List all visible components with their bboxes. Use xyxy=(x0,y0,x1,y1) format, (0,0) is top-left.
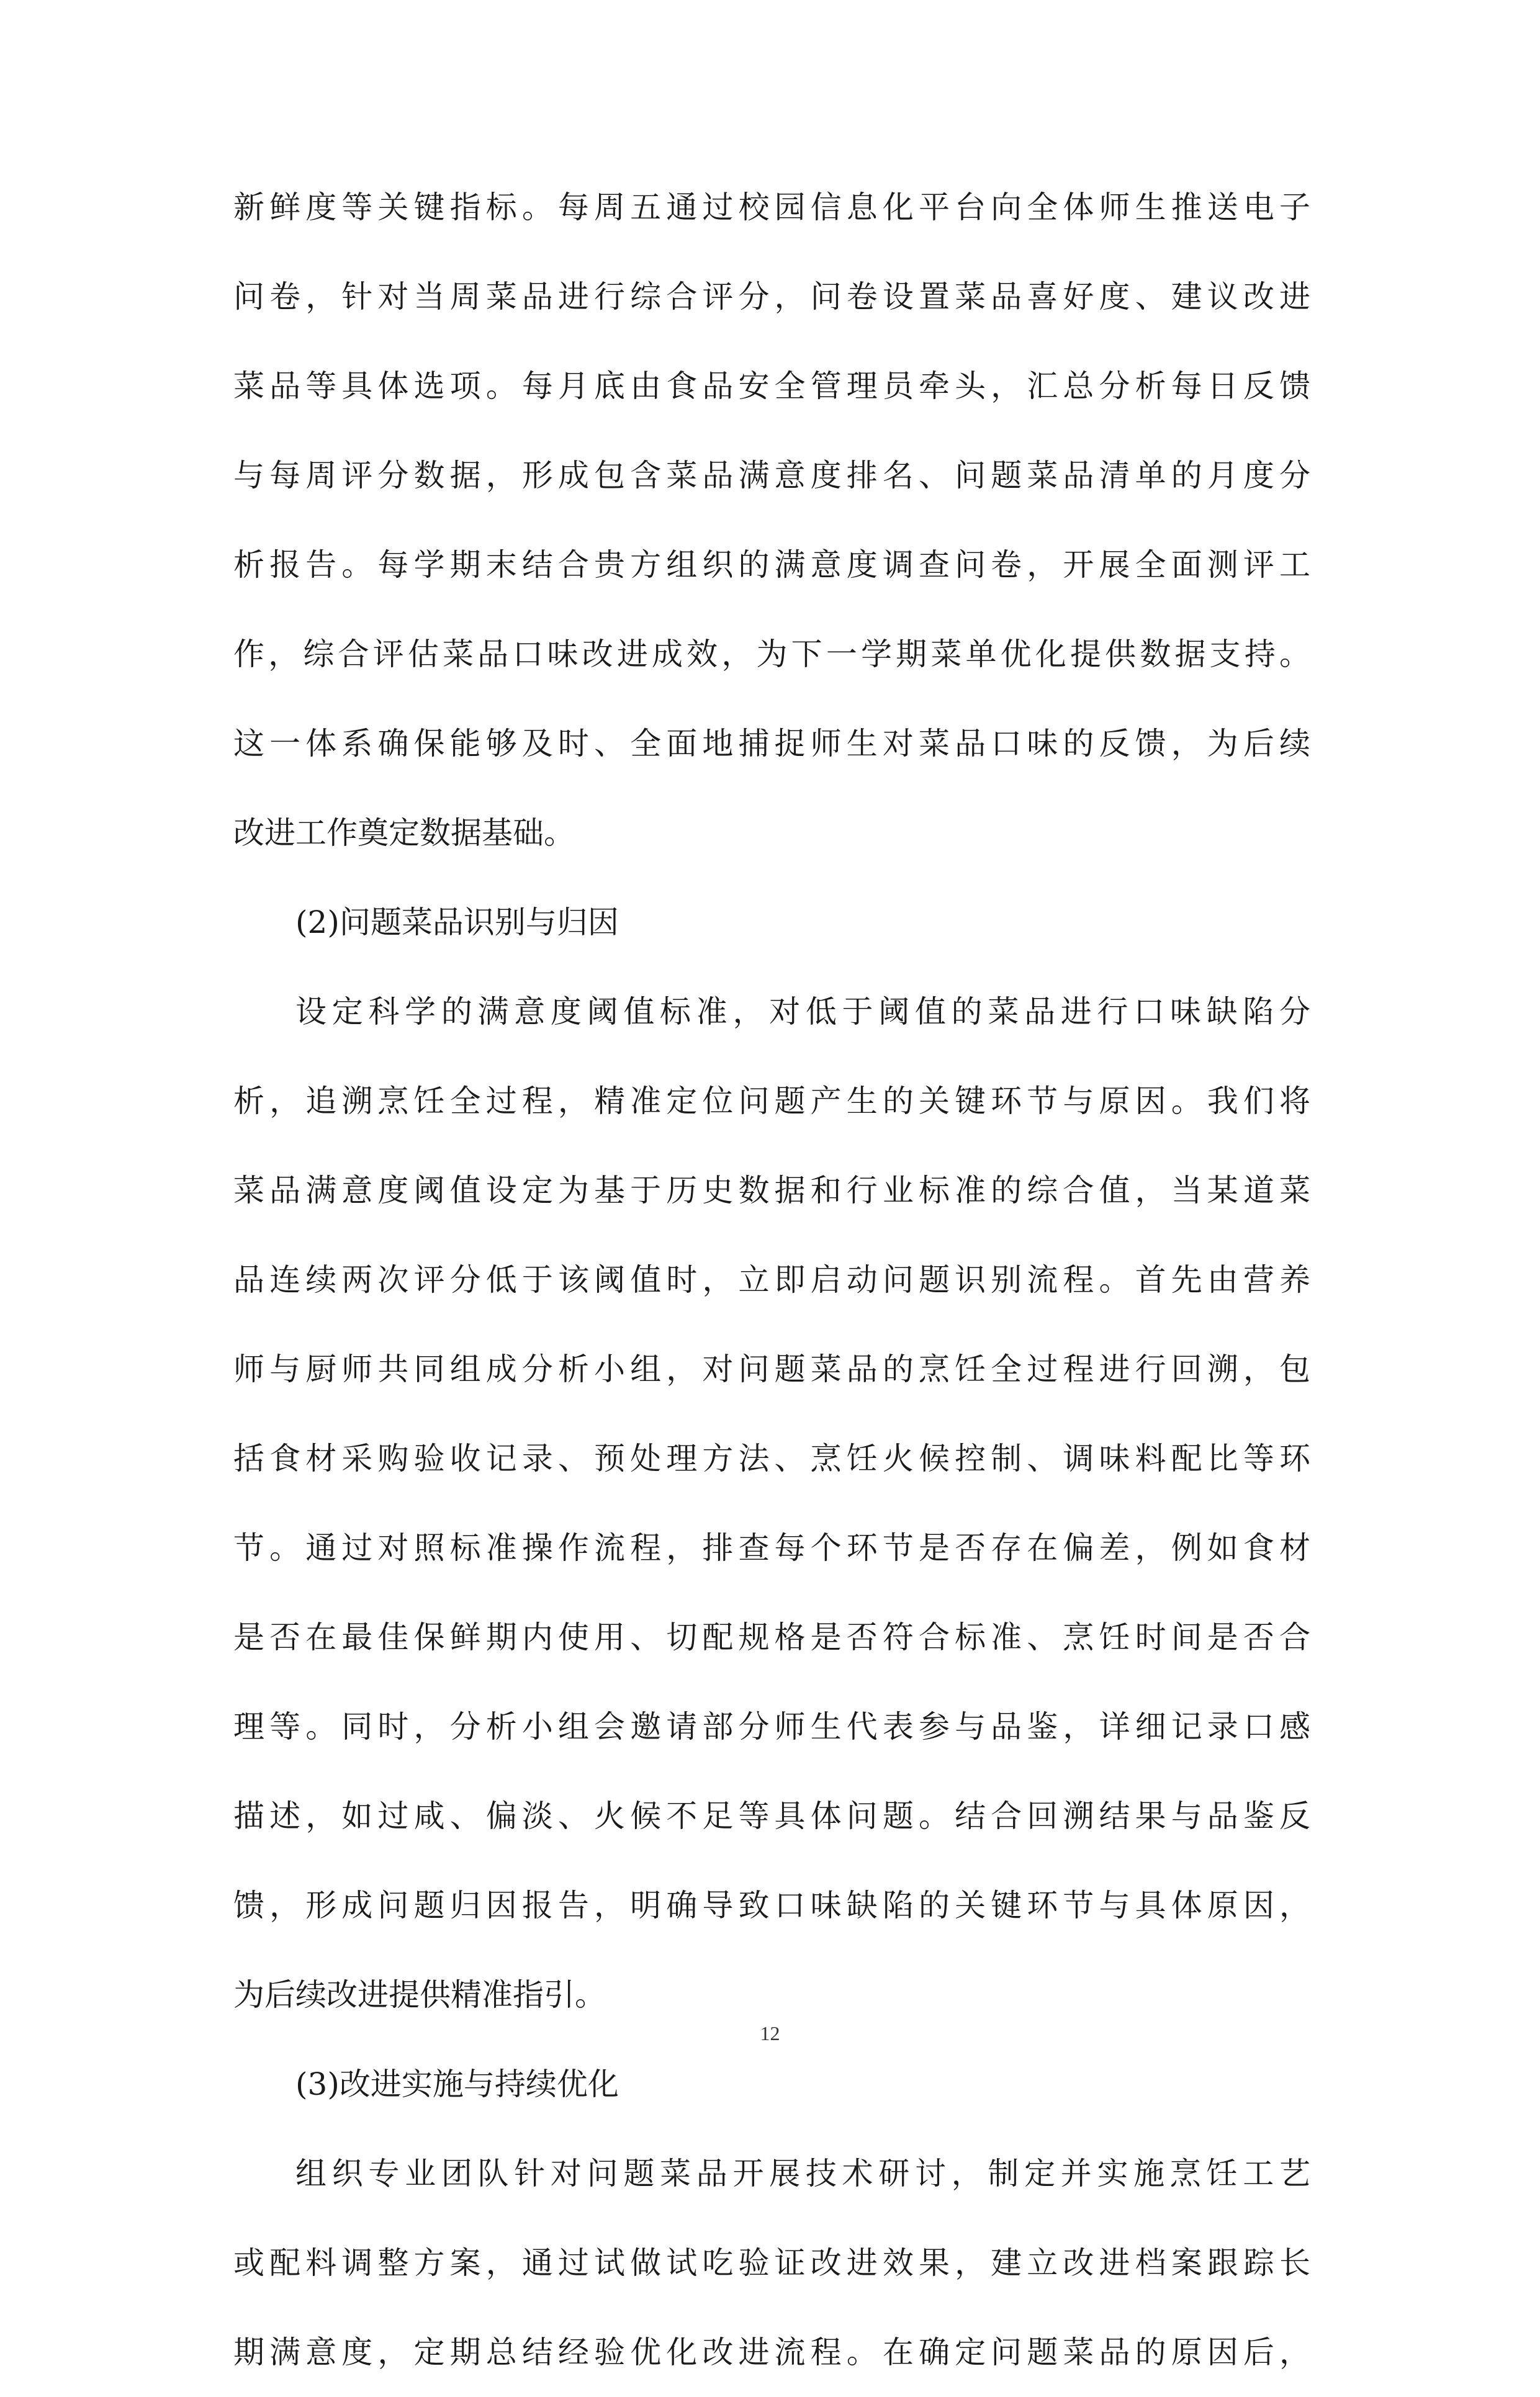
paragraph-line: 馈，形成问题归因报告，明确导致口味缺陷的关键环节与具体原因， xyxy=(233,1887,1310,1923)
paragraph-line: 作，综合评估菜品口味改进成效，为下一学期菜单优化提供数据支持。 xyxy=(233,636,1310,672)
section-heading-3: (3)改进实施与持续优化 xyxy=(295,2066,619,2102)
body-text xyxy=(233,163,1310,2397)
paragraph-line: 理等。同时，分析小组会邀请部分师生代表参与品鉴，详细记录口感 xyxy=(233,1709,1310,1745)
paragraph-line: 菜品等具体选项。每月底由食品安全管理员牵头，汇总分析每日反馈 xyxy=(233,368,1310,404)
paragraph-line: 这一体系确保能够及时、全面地捕捉师生对菜品口味的反馈，为后续 xyxy=(233,726,1310,762)
paragraph-line: 菜品满意度阈值设定为基于历史数据和行业标准的综合值，当某道菜 xyxy=(233,1172,1310,1208)
paragraph-line: 描述，如过咸、偏淡、火候不足等具体问题。结合回溯结果与品鉴反 xyxy=(233,1798,1310,1834)
paragraph-line: 括食材采购验收记录、预处理方法、烹饪火候控制、调味料配比等环 xyxy=(233,1441,1310,1477)
paragraph-line: 析，追溯烹饪全过程，精准定位问题产生的关键环节与原因。我们将 xyxy=(233,1083,1310,1119)
paragraph-line: 或配料调整方案，通过试做试吃验证改进效果，建立改进档案跟踪长 xyxy=(233,2245,1310,2281)
paragraph-line: 析报告。每学期末结合贵方组织的满意度调查问卷，开展全面测评工 xyxy=(233,547,1310,583)
section-heading-2: (2)问题菜品识别与归因 xyxy=(295,904,619,940)
paragraph-line: 新鲜度等关键指标。每周五通过校园信息化平台向全体师生推送电子 xyxy=(233,189,1310,225)
paragraph-line: 问卷，针对当周菜品进行综合评分，问卷设置菜品喜好度、建议改进 xyxy=(233,279,1310,315)
paragraph-line: 为后续改进提供精准指引。 xyxy=(233,1977,606,2013)
paragraph-line: 设定科学的满意度阈值标准，对低于阈值的菜品进行口味缺陷分 xyxy=(295,994,1310,1030)
paragraph-line: 组织专业团队针对问题菜品开展技术研讨，制定并实施烹饪工艺 xyxy=(295,2156,1310,2192)
page-number: 12 xyxy=(760,2022,780,2044)
paragraph-line: 是否在最佳保鲜期内使用、切配规格是否符合标准、烹饪时间是否合 xyxy=(233,1619,1310,1655)
paragraph-line: 师与厨师共同组成分析小组，对问题菜品的烹饪全过程进行回溯，包 xyxy=(233,1351,1310,1387)
paragraph-line: 期满意度，定期总结经验优化改进流程。在确定问题菜品的原因后， xyxy=(233,2334,1310,2370)
paragraph-line: 品连续两次评分低于该阈值时，立即启动问题识别流程。首先由营养 xyxy=(233,1262,1310,1298)
paragraph-line: 改进工作奠定数据基础。 xyxy=(233,815,575,851)
paragraph-line: 节。通过对照标准操作流程，排查每个环节是否存在偏差，例如食材 xyxy=(233,1530,1310,1566)
paragraph-line: 与每周评分数据，形成包含菜品满意度排名、问题菜品清单的月度分 xyxy=(233,457,1310,493)
